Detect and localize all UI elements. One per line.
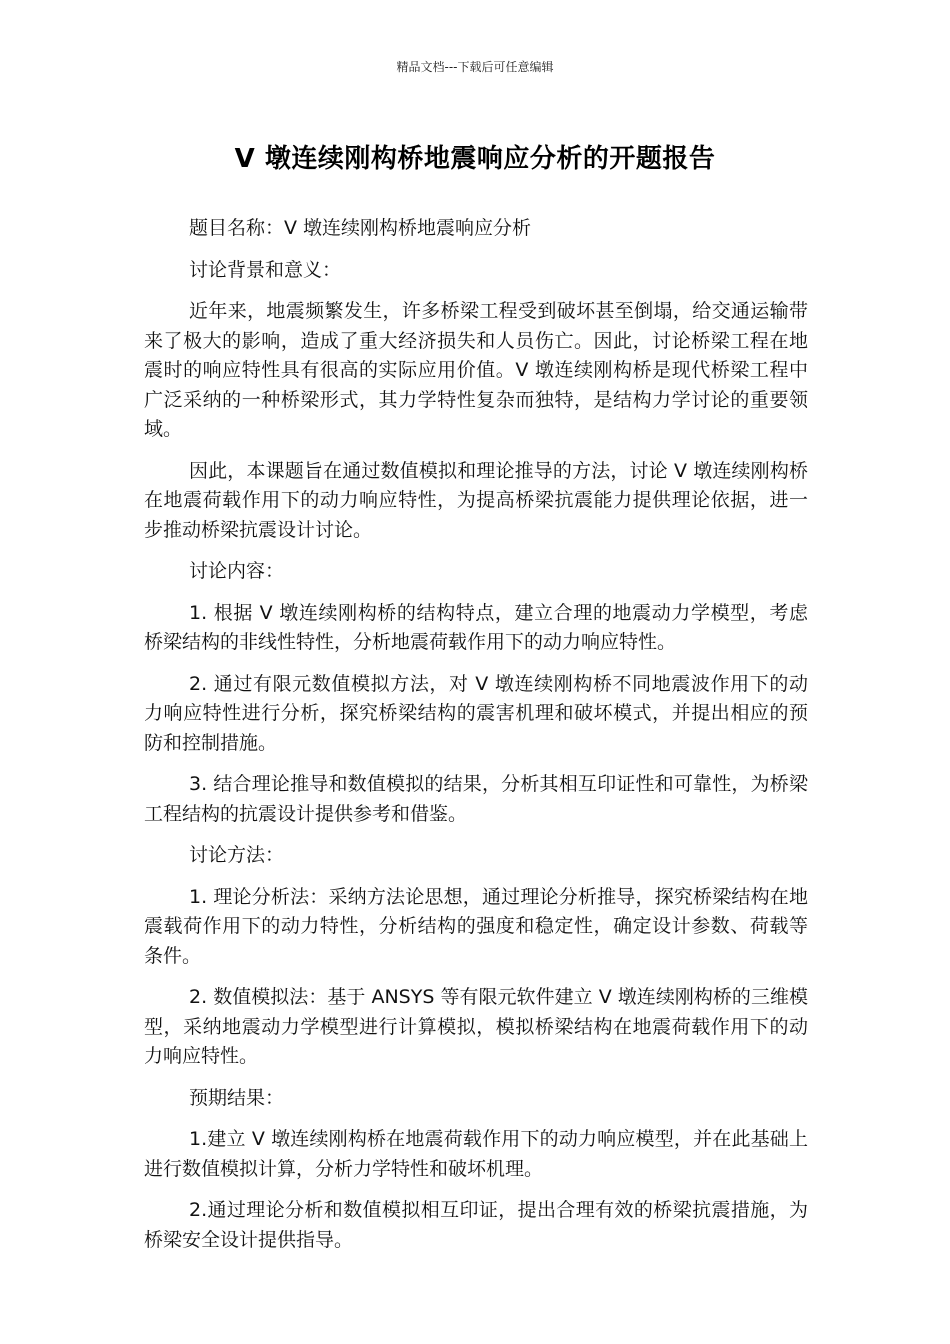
method-item-2: 2. 数值模拟法：基于 ANSYS 等有限元软件建立 V 墩连续刚构桥的三维模型，采纳地震动力学模型进行计算模拟，模拟桥梁结构在地震荷载作用下的动力响应特性。 [144,986,808,1067]
content-item-2: 2. 通过有限元数值模拟方法，对 V 墩连续刚构桥不同地震波作用下的动力响应特性进行分析，探究桥梁结构的震害机理和破坏模式，并提出相应的预防和控制措施。 [144,672,808,754]
section-heading-results: 预期结果： [189,1086,285,1109]
section-heading-background: 讨论背景和意义： [189,258,342,281]
topic-name: 题目名称：V 墩连续刚构桥地震响应分析 [189,217,532,239]
paragraph-background-1: 近年来，地震频繁发生，许多桥梁工程受到破坏甚至倒塌，给交通运输带来了极大的影响，造成了重大经济损失和人员伤亡。因此，讨论桥梁工程在地震时的响应特性具有很高的实际应用价值。V 墩连续刚构桥是现代桥梁工程中广泛采纳的一种桥梁形式，其力学特性复杂而独特，是结构力学讨论的重要领域。 [144,300,808,440]
paragraph-background-2: 因此，本课题旨在通过数值模拟和理论推导的方法，讨论 V 墩连续刚构桥在地震荷载作用下的动力响应特性，为提高桥梁抗震能力提供理论依据，进一步推动桥梁抗震设计讨论。 [144,459,808,541]
method-item-1: 1. 理论分析法：采纳方法论思想，通过理论分析推导，探究桥梁结构在地震载荷作用下的动力特性，分析结构的强度和稳定性，确定设计参数、荷载等条件。 [144,885,808,967]
content-item-3: 3. 结合理论推导和数值模拟的结果，分析其相互印证性和可靠性，为桥梁工程结构的抗震设计提供参考和借鉴。 [144,773,808,825]
document-title: V 墩连续刚构桥地震响应分析的开题报告 [234,144,716,174]
section-heading-method: 讨论方法： [189,844,285,866]
result-item-1: 1.建立 V 墩连续刚构桥在地震荷载作用下的动力响应模型，并在此基础上进行数值模拟计算，分析力学特性和破坏机理。 [144,1128,808,1180]
result-item-2: 2.通过理论分析和数值模拟相互印证，提出合理有效的桥梁抗震措施，为桥梁安全设计提供指导。 [144,1199,808,1251]
document-body [144,214,808,1267]
header-note: 精品文档---下载后可任意编辑 [396,60,554,74]
content-item-1: 1. 根据 V 墩连续刚构桥的结构特点，建立合理的地震动力学模型，考虑桥梁结构的非线性特性，分析地震荷载作用下的动力响应特性。 [144,601,808,653]
section-heading-content: 讨论内容： [189,560,285,582]
